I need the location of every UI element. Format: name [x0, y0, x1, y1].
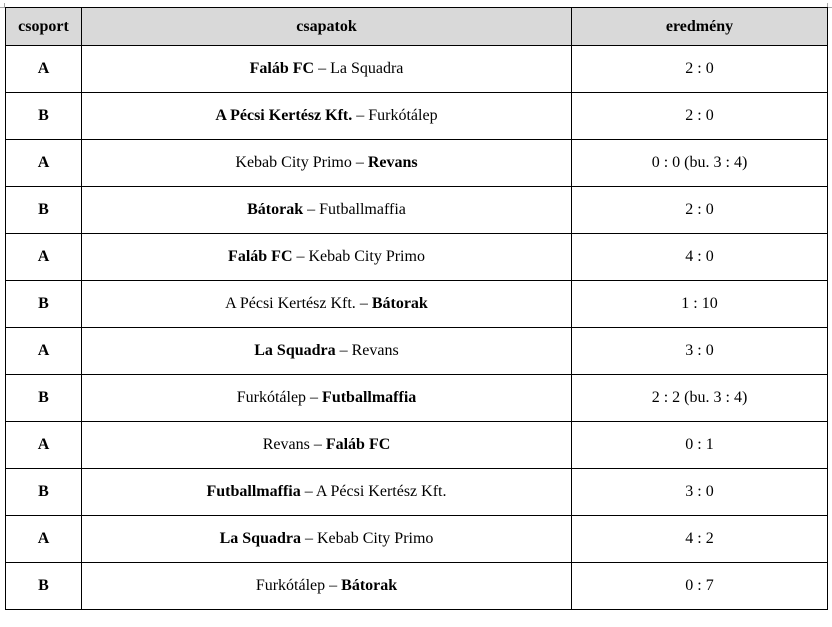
table-row: [6, 281, 828, 328]
home-team: Futballmaffia: [206, 483, 301, 500]
group-cell: B: [6, 563, 82, 610]
table-row: [6, 375, 828, 422]
table-row: [6, 234, 828, 281]
group-cell: A: [6, 46, 82, 93]
teams-cell: [82, 234, 572, 281]
result-cell: 3 : 0: [572, 328, 828, 375]
teams-cell: [82, 281, 572, 328]
table-row: [6, 516, 828, 563]
result-cell: 0 : 0 (bu. 3 : 4): [572, 140, 828, 187]
result-cell: 0 : 1: [572, 422, 828, 469]
away-team: La Squadra: [330, 60, 404, 77]
home-team: Faláb FC: [228, 248, 293, 265]
away-team: Bátorak: [371, 295, 428, 312]
result-cell: 1 : 10: [572, 281, 828, 328]
table-body: [6, 46, 828, 610]
group-cell: A: [6, 422, 82, 469]
group-cell: B: [6, 187, 82, 234]
table-row: [6, 328, 828, 375]
result-cell: 3 : 0: [572, 469, 828, 516]
away-team: A Pécsi Kertész Kft.: [315, 483, 447, 500]
away-team: Kebab City Primo: [316, 530, 434, 547]
result-cell: 2 : 2 (bu. 3 : 4): [572, 375, 828, 422]
away-team: Futballmaffia: [322, 389, 417, 406]
teams-cell: [82, 93, 572, 140]
result-cell: 4 : 0: [572, 234, 828, 281]
header-row: [6, 8, 828, 46]
home-team: Kebab City Primo: [235, 154, 352, 171]
team-separator: –: [325, 577, 342, 594]
group-cell: A: [6, 328, 82, 375]
group-cell: A: [6, 140, 82, 187]
teams-cell: [82, 328, 572, 375]
home-team: Furkótálep: [255, 577, 326, 594]
group-cell: B: [6, 93, 82, 140]
away-team: Bátorak: [341, 577, 398, 594]
team-separator: –: [300, 530, 317, 547]
team-separator: –: [292, 248, 309, 265]
team-separator: –: [309, 436, 326, 453]
results-table: [5, 7, 828, 610]
team-separator: –: [352, 107, 369, 124]
table-row: [6, 140, 828, 187]
team-separator: –: [355, 295, 372, 312]
away-team: Futballmaffia: [319, 201, 406, 218]
result-cell: 2 : 0: [572, 46, 828, 93]
header-teams: csapatok: [82, 8, 572, 46]
teams-cell: [82, 187, 572, 234]
team-separator: –: [303, 201, 320, 218]
result-cell: 2 : 0: [572, 93, 828, 140]
teams-cell: [82, 516, 572, 563]
home-team: A Pécsi Kertész Kft.: [215, 107, 353, 124]
teams-cell: [82, 422, 572, 469]
team-separator: –: [335, 342, 352, 359]
away-team: Revans: [351, 342, 399, 359]
table-row: [6, 187, 828, 234]
home-team: Revans: [262, 436, 310, 453]
teams-cell: [82, 469, 572, 516]
group-cell: A: [6, 234, 82, 281]
group-cell: B: [6, 469, 82, 516]
teams-cell: [82, 563, 572, 610]
table-row: [6, 93, 828, 140]
away-team: Revans: [367, 154, 418, 171]
table-header: [6, 8, 828, 46]
table-row: [6, 563, 828, 610]
group-cell: B: [6, 375, 82, 422]
home-team: Bátorak: [247, 201, 304, 218]
teams-cell: [82, 375, 572, 422]
home-team: Furkótálep: [236, 389, 307, 406]
table-row: [6, 469, 828, 516]
away-team: Faláb FC: [325, 436, 391, 453]
away-team: Furkótálep: [368, 107, 438, 124]
home-team: La Squadra: [254, 342, 336, 359]
team-separator: –: [306, 389, 323, 406]
table-row: [6, 422, 828, 469]
table-row: [6, 46, 828, 93]
teams-cell: [82, 46, 572, 93]
home-team: Faláb FC: [249, 60, 315, 77]
home-team: La Squadra: [219, 530, 301, 547]
team-separator: –: [300, 483, 316, 500]
result-cell: 0 : 7: [572, 563, 828, 610]
teams-cell: [82, 140, 572, 187]
header-group: csoport: [6, 8, 82, 46]
team-separator: –: [314, 60, 331, 77]
away-team: Kebab City Primo: [308, 248, 425, 265]
group-cell: A: [6, 516, 82, 563]
header-result: eredmény: [572, 8, 828, 46]
group-cell: B: [6, 281, 82, 328]
team-separator: –: [351, 154, 368, 171]
result-cell: 4 : 2: [572, 516, 828, 563]
home-team: A Pécsi Kertész Kft.: [225, 295, 356, 312]
result-cell: 2 : 0: [572, 187, 828, 234]
